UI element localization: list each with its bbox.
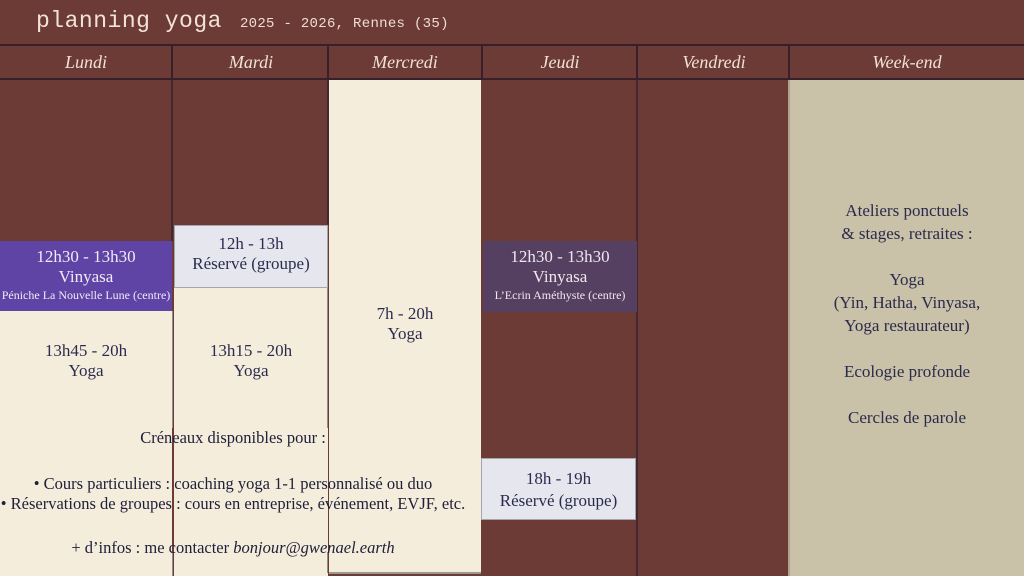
day-header-mercredi: Mercredi xyxy=(372,52,438,72)
event-jeudi-vinyasa xyxy=(483,241,637,312)
weekend-heading xyxy=(790,199,1024,245)
day-header-vendredi: Vendredi xyxy=(682,52,746,72)
event-time: 12h30 - 13h30 xyxy=(510,247,610,266)
event-location: Péniche La Nouvelle Lune (centre) xyxy=(1,288,171,302)
header-divider xyxy=(481,44,483,80)
mercredi-bottom-border xyxy=(329,572,481,574)
weekend-info xyxy=(790,199,1024,429)
weekend-ecologie: Ecologie profonde xyxy=(843,362,971,381)
weekend-yoga xyxy=(790,268,1024,337)
day-header-weekend: Week-end xyxy=(872,52,942,72)
event-mardi-yoga xyxy=(174,341,328,381)
event-name: Réservé (groupe) xyxy=(499,491,618,510)
event-name: Vinyasa xyxy=(532,267,588,286)
header-bottom-border xyxy=(0,78,1024,80)
event-time: 18h - 19h xyxy=(525,469,592,488)
weekend-cercles: Cercles de parole xyxy=(848,408,966,427)
footer-bullet-groups: • Réservations de groupes : cours en entreprise, événement, EVJF, etc. xyxy=(0,494,466,513)
event-time: 13h15 - 20h xyxy=(209,341,293,360)
event-mardi-reserved xyxy=(174,225,328,288)
header-top-border xyxy=(0,44,1024,46)
footer-bullet-private: • Cours particuliers : coaching yoga 1-1 personnalisé ou duo xyxy=(33,474,433,493)
event-time: 12h - 13h xyxy=(218,234,284,253)
event-name: Yoga xyxy=(387,324,423,343)
day-header-mardi: Mardi xyxy=(228,52,274,72)
divider-mardi-mercredi xyxy=(327,79,329,225)
event-jeudi-reserved xyxy=(481,458,636,520)
footer-info xyxy=(0,428,466,558)
divider-lundi-mardi xyxy=(171,79,173,241)
event-name: Vinyasa xyxy=(58,267,114,286)
day-header-jeudi: Jeudi xyxy=(540,52,580,72)
contact-email-link[interactable]: bonjour@gwenael.earth xyxy=(233,538,395,557)
event-name: Réservé (groupe) xyxy=(192,254,310,273)
header-divider xyxy=(788,44,790,80)
event-time: 13h45 - 20h xyxy=(44,341,128,360)
day-header-lundi: Lundi xyxy=(64,52,107,72)
title-bar xyxy=(36,8,449,34)
weekend-yoga-line2: (Yin, Hatha, Vinyasa, xyxy=(833,293,981,312)
weekend-yoga-line3: Yoga restaurateur) xyxy=(844,316,970,335)
event-name: Yoga xyxy=(233,361,269,380)
footer-contact-prefix: + d’infos : me contacter xyxy=(71,538,234,557)
footer-contact xyxy=(0,538,466,558)
weekend-heading-line1: Ateliers ponctuels xyxy=(845,201,969,220)
app-subtitle: 2025 - 2026, Rennes (35) xyxy=(239,16,449,32)
event-mercredi-yoga xyxy=(329,304,481,344)
header-divider xyxy=(636,44,638,80)
footer-heading: Créneaux disponibles pour : xyxy=(140,428,326,447)
event-location: L’Ecrin Améthyste (centre) xyxy=(494,288,626,302)
app-title: planning yoga xyxy=(36,8,222,34)
event-time: 7h - 20h xyxy=(376,304,434,323)
event-name: Yoga xyxy=(68,361,104,380)
event-time: 12h30 - 13h30 xyxy=(36,247,136,266)
event-lundi-vinyasa xyxy=(0,241,172,311)
header-divider xyxy=(327,44,329,80)
divider-jeudi-vendredi xyxy=(636,79,638,576)
header-divider xyxy=(171,44,173,80)
divider-lundi-mardi xyxy=(172,311,173,428)
weekend-yoga-line1: Yoga xyxy=(889,270,925,289)
weekend-heading-line2: & stages, retraites : xyxy=(841,224,973,243)
footer-bullets xyxy=(0,474,466,514)
event-lundi-yoga xyxy=(0,341,172,381)
